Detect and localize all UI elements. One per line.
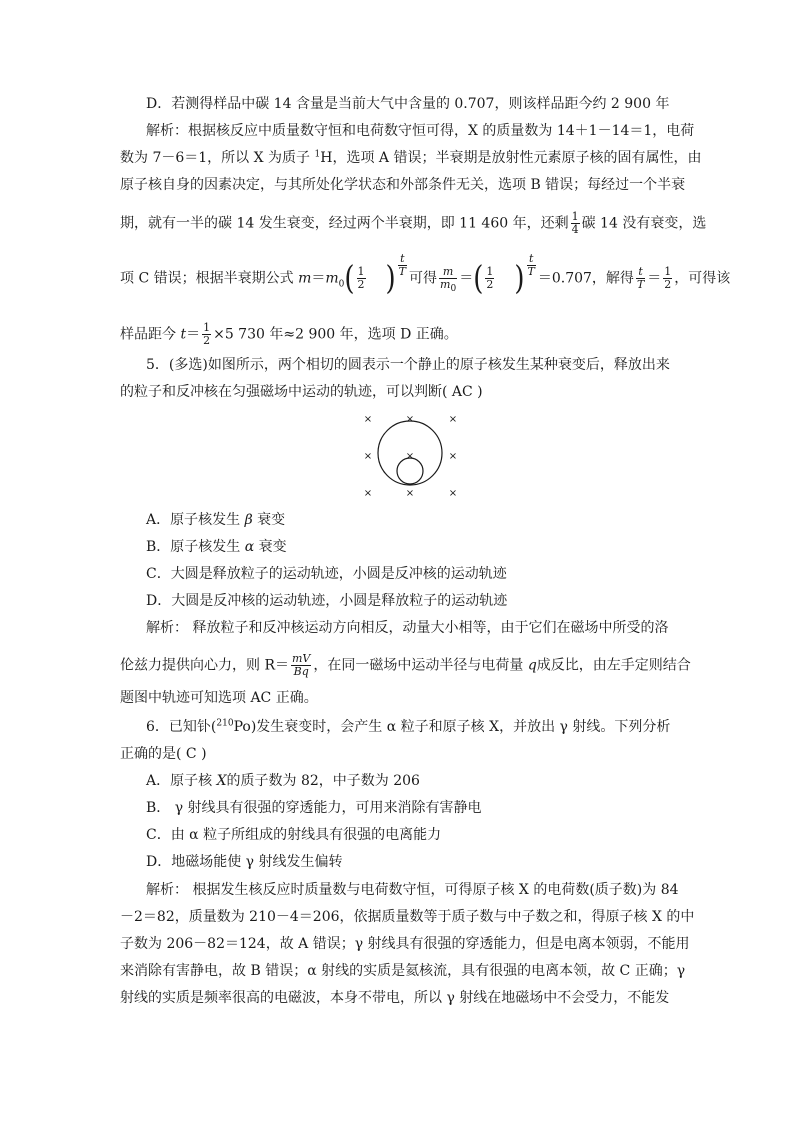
fraction-quarter: $\frac{1}{4}$ <box>571 210 579 236</box>
explanation-line: 原子核自身的因素决定，与其所处化学状态和外部条件无关，选项 B 错误；每经过一个半衰 <box>120 177 686 193</box>
option-d: D．地磁场能使 γ 射线发生偏转 <box>146 854 343 870</box>
question-stem: 5．(多选)如图所示，两个相切的圆表示一个静止的原子核发生某种衰变后，释放出来 <box>146 357 670 373</box>
explanation-line: 伦兹力提供向心力，则 R＝ $\frac{mV}{Bq}$ ，在同一磁场中运动半径与电荷量 q成反比，由左手定则结合 <box>120 652 691 678</box>
option-d: D．大圆是反冲核的运动轨迹，小圆是释放粒子的运动轨迹 <box>146 593 508 609</box>
field-mark: × <box>363 451 373 462</box>
option-c: C．大圆是释放粒子的运动轨迹，小圆是反冲核的运动轨迹 <box>146 566 507 582</box>
explanation-line: 子数为 206－82＝124，故 A 错误；γ 射线具有很强的穿透能力，但是电离本领弱，不能用 <box>120 936 690 952</box>
field-mark: × <box>405 414 415 425</box>
field-mark: × <box>448 451 458 462</box>
option-a: A．原子核 X的质子数为 82，中子数为 206 <box>146 773 420 789</box>
question-stem: 6．已知钋($^{210}$Po)发生衰变时，会产生 α 粒子和原子核 X，并放出 γ 射线。下列分析 <box>146 718 671 735</box>
field-mark: × <box>363 488 373 499</box>
explanation-line: 射线的实质是频率很高的电磁波，本身不带电，所以 γ 射线在地磁场中不会受力，不能发 <box>120 990 670 1006</box>
magnetic-field-orbits-figure <box>355 403 465 503</box>
question-stem: 正确的是( C ) <box>120 746 207 762</box>
explanation-line: 解析： 释放粒子和反冲核运动方向相反，动量大小相等，由于它们在磁场中所受的洛 <box>146 620 669 636</box>
option-d-item4: D．若测得样品中碳 14 含量是当前大气中含量的 0.707，则该样品距今约 2 900 年 <box>146 96 670 112</box>
explanation-line: 数为 7－6＝1，所以 X 为质子 $^1$H，选项 A 错误；半衰期是放射性元素原子核的固有属性，由 <box>120 149 702 166</box>
question-stem: 的粒子和反冲核在匀强磁场中运动的轨迹，可以判断( AC ) <box>120 384 483 400</box>
explanation-line: 样品距今 t＝ $\frac{1}{2}$ ×5 730 年≈2 900 年，选项 D 正确。 <box>120 321 458 347</box>
explanation-line: 题图中轨迹可知选项 AC 正确。 <box>120 690 318 706</box>
explanation-line: －2＝82，质量数为 210－4＝206，依据质量数等于质子数与中子数之和，得原子核 X 的中 <box>120 909 695 925</box>
field-mark: × <box>363 414 373 425</box>
option-b: B．原子核发生 α 衰变 <box>146 539 287 555</box>
option-a: A．原子核发生 β 衰变 <box>146 512 286 528</box>
explanation-line: 来消除有害静电，故 B 错误；α 射线的实质是氦核流，具有很强的电离本领，故 C 正确；γ <box>120 963 686 979</box>
explanation-line: 期，就有一半的碳 14 发生衰变，经过两个半衰期，即 11 460 年，还剩 $\frac{1}{4}$ 碳 14 没有衰变，选 <box>120 210 707 236</box>
option-c: C．由 α 粒子所组成的射线具有很强的电离能力 <box>146 827 442 843</box>
half-life-formula-line: 项 C 错误；根据半衰期公式 $m=m_0$( $\frac{1}{2}$ ) $^{\frac{t}{T}}$ 可得 $\frac{m}{m_0}$ ＝( $\frac{1}{2}$ ) $^{\frac{t}{T}}$ ＝0.707，解得 $\frac{t}{T}$ ＝ $\frac{1}{2}$ ，可得该 <box>120 252 731 298</box>
field-mark: × <box>448 414 458 425</box>
field-mark: × <box>405 451 415 462</box>
field-mark: × <box>405 488 415 499</box>
explanation-line: 解析：根据核反应中质量数守恒和电荷数守恒可得，X 的质量数为 14＋1－14＝1，电荷 <box>146 123 695 139</box>
field-mark: × <box>448 488 458 499</box>
option-b: B． γ 射线具有很强的穿透能力，可用来消除有害静电 <box>146 800 482 816</box>
explanation-line: 解析： 根据发生核反应时质量数与电荷数守恒，可得原子核 X 的电荷数(质子数)为 84 <box>146 882 679 898</box>
